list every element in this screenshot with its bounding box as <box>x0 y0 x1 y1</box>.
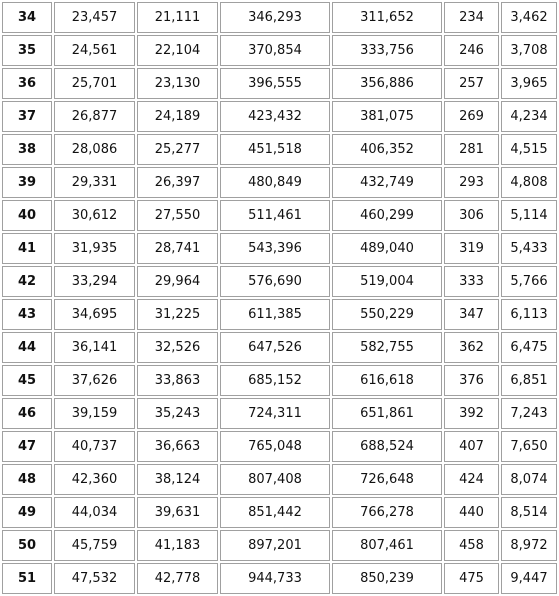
row-label-cell: 37 <box>2 101 52 132</box>
table-cell: 4,234 <box>501 101 557 132</box>
table-cell: 346,293 <box>220 2 330 33</box>
row-label-cell: 49 <box>2 497 52 528</box>
table-cell: 807,408 <box>220 464 330 495</box>
table-cell: 511,461 <box>220 200 330 231</box>
table-cell: 45,759 <box>54 530 135 561</box>
table-cell: 38,124 <box>137 464 218 495</box>
table-cell: 31,225 <box>137 299 218 330</box>
table-cell: 41,183 <box>137 530 218 561</box>
table-cell: 519,004 <box>332 266 442 297</box>
table-cell: 35,243 <box>137 398 218 429</box>
table-cell: 726,648 <box>332 464 442 495</box>
table-cell: 22,104 <box>137 35 218 66</box>
table-cell: 765,048 <box>220 431 330 462</box>
table-cell: 381,075 <box>332 101 442 132</box>
table-cell: 37,626 <box>54 365 135 396</box>
row-label-cell: 39 <box>2 167 52 198</box>
table-cell: 47,532 <box>54 563 135 594</box>
row-label-cell: 40 <box>2 200 52 231</box>
table-cell: 688,524 <box>332 431 442 462</box>
table-cell: 5,114 <box>501 200 557 231</box>
table-cell: 36,663 <box>137 431 218 462</box>
table-cell: 944,733 <box>220 563 330 594</box>
table-cell: 370,854 <box>220 35 330 66</box>
table-row <box>2 332 557 363</box>
table-cell: 29,964 <box>137 266 218 297</box>
table-cell: 24,561 <box>54 35 135 66</box>
table-row <box>2 497 557 528</box>
table-cell: 7,243 <box>501 398 557 429</box>
table-cell: 451,518 <box>220 134 330 165</box>
table-cell: 33,863 <box>137 365 218 396</box>
table-cell: 458 <box>444 530 499 561</box>
table-cell: 685,152 <box>220 365 330 396</box>
table-cell: 25,701 <box>54 68 135 99</box>
row-label-cell: 36 <box>2 68 52 99</box>
table-cell: 24,189 <box>137 101 218 132</box>
table-row <box>2 266 557 297</box>
table-row <box>2 464 557 495</box>
row-label-cell: 46 <box>2 398 52 429</box>
table-cell: 44,034 <box>54 497 135 528</box>
row-label-cell: 50 <box>2 530 52 561</box>
table-cell: 616,618 <box>332 365 442 396</box>
row-label-cell: 42 <box>2 266 52 297</box>
table-cell: 543,396 <box>220 233 330 264</box>
table-cell: 850,239 <box>332 563 442 594</box>
table-row <box>2 398 557 429</box>
table-cell: 576,690 <box>220 266 330 297</box>
table-cell: 3,708 <box>501 35 557 66</box>
table-cell: 407 <box>444 431 499 462</box>
table-cell: 5,433 <box>501 233 557 264</box>
table-cell: 460,299 <box>332 200 442 231</box>
table-cell: 550,229 <box>332 299 442 330</box>
row-label-cell: 44 <box>2 332 52 363</box>
table-cell: 766,278 <box>332 497 442 528</box>
table-cell: 724,311 <box>220 398 330 429</box>
table-cell: 3,965 <box>501 68 557 99</box>
table-cell: 23,130 <box>137 68 218 99</box>
row-label-cell: 34 <box>2 2 52 33</box>
table-cell: 582,755 <box>332 332 442 363</box>
table-cell: 311,652 <box>332 2 442 33</box>
row-label-cell: 35 <box>2 35 52 66</box>
table-cell: 26,877 <box>54 101 135 132</box>
table-cell: 281 <box>444 134 499 165</box>
table-row <box>2 35 557 66</box>
table-cell: 31,935 <box>54 233 135 264</box>
table-row <box>2 563 557 594</box>
table-row <box>2 530 557 561</box>
table-cell: 480,849 <box>220 167 330 198</box>
table-cell: 6,475 <box>501 332 557 363</box>
table-cell: 33,294 <box>54 266 135 297</box>
table-cell: 396,555 <box>220 68 330 99</box>
table-row <box>2 2 557 33</box>
table-cell: 4,515 <box>501 134 557 165</box>
table-cell: 25,277 <box>137 134 218 165</box>
table-cell: 319 <box>444 233 499 264</box>
table-row <box>2 299 557 330</box>
table-row <box>2 431 557 462</box>
table-cell: 376 <box>444 365 499 396</box>
table-cell: 424 <box>444 464 499 495</box>
table-cell: 6,113 <box>501 299 557 330</box>
table-cell: 8,514 <box>501 497 557 528</box>
table-cell: 647,526 <box>220 332 330 363</box>
table-cell: 42,778 <box>137 563 218 594</box>
table-cell: 423,432 <box>220 101 330 132</box>
table-cell: 475 <box>444 563 499 594</box>
table-cell: 257 <box>444 68 499 99</box>
table-cell: 28,086 <box>54 134 135 165</box>
table-row <box>2 233 557 264</box>
table-cell: 8,972 <box>501 530 557 561</box>
table-cell: 9,447 <box>501 563 557 594</box>
table-row <box>2 134 557 165</box>
table-row <box>2 68 557 99</box>
table-cell: 21,111 <box>137 2 218 33</box>
table-cell: 851,442 <box>220 497 330 528</box>
table-cell: 27,550 <box>137 200 218 231</box>
table-cell: 293 <box>444 167 499 198</box>
table-cell: 36,141 <box>54 332 135 363</box>
table-cell: 34,695 <box>54 299 135 330</box>
table-cell: 39,159 <box>54 398 135 429</box>
table-cell: 32,526 <box>137 332 218 363</box>
table-cell: 26,397 <box>137 167 218 198</box>
table-cell: 30,612 <box>54 200 135 231</box>
table-cell: 234 <box>444 2 499 33</box>
table-row <box>2 365 557 396</box>
table-cell: 42,360 <box>54 464 135 495</box>
table-cell: 897,201 <box>220 530 330 561</box>
table-cell: 392 <box>444 398 499 429</box>
table-cell: 611,385 <box>220 299 330 330</box>
table-row <box>2 167 557 198</box>
row-label-cell: 41 <box>2 233 52 264</box>
table-cell: 7,650 <box>501 431 557 462</box>
row-label-cell: 38 <box>2 134 52 165</box>
table-cell: 440 <box>444 497 499 528</box>
table-cell: 362 <box>444 332 499 363</box>
row-label-cell: 43 <box>2 299 52 330</box>
row-label-cell: 47 <box>2 431 52 462</box>
table-cell: 29,331 <box>54 167 135 198</box>
table-cell: 3,462 <box>501 2 557 33</box>
row-label-cell: 51 <box>2 563 52 594</box>
table-cell: 333,756 <box>332 35 442 66</box>
table-cell: 807,461 <box>332 530 442 561</box>
table-cell: 269 <box>444 101 499 132</box>
row-label-cell: 45 <box>2 365 52 396</box>
table-cell: 8,074 <box>501 464 557 495</box>
table-row <box>2 200 557 231</box>
table-body <box>2 2 557 594</box>
table-cell: 306 <box>444 200 499 231</box>
table-cell: 23,457 <box>54 2 135 33</box>
table-cell: 489,040 <box>332 233 442 264</box>
table-cell: 4,808 <box>501 167 557 198</box>
table-cell: 406,352 <box>332 134 442 165</box>
table-cell: 432,749 <box>332 167 442 198</box>
table-cell: 333 <box>444 266 499 297</box>
table-cell: 39,631 <box>137 497 218 528</box>
table-row <box>2 101 557 132</box>
table-cell: 651,861 <box>332 398 442 429</box>
table-cell: 356,886 <box>332 68 442 99</box>
table-cell: 347 <box>444 299 499 330</box>
table-cell: 6,851 <box>501 365 557 396</box>
table-cell: 5,766 <box>501 266 557 297</box>
table-cell: 40,737 <box>54 431 135 462</box>
table-cell: 28,741 <box>137 233 218 264</box>
table-cell: 246 <box>444 35 499 66</box>
row-label-cell: 48 <box>2 464 52 495</box>
